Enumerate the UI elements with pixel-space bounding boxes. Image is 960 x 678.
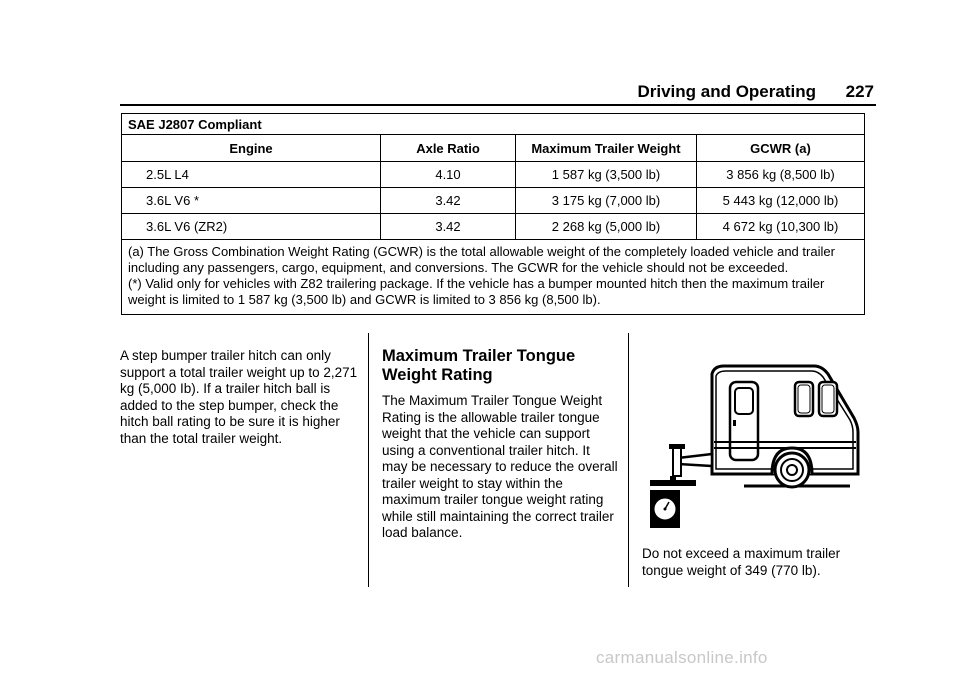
column-header-max-trailer-weight: Maximum Trailer Weight (516, 135, 697, 162)
tongue-weight-section (382, 347, 618, 542)
table-row (122, 188, 865, 214)
table-notes (122, 240, 865, 315)
column-header-axle-ratio: Axle Ratio (381, 135, 516, 162)
cell-engine: 2.5L L4 (122, 162, 381, 188)
section-title: Driving and Operating (637, 82, 816, 101)
cell-axle-ratio: 3.42 (381, 214, 516, 240)
figure-caption: Do not exceed a maximum trailer tongue weight of 349 (770 lb). (642, 546, 841, 578)
step-bumper-paragraph: A step bumper trailer hitch can only support a total trailer weight up to 2,271 kg (5,000 Ib). If a trailer hitch ball is added to the step bumper, check the hitch ball rating to be sure it is higher than the total trailer weight. (120, 348, 358, 446)
table-title: SAE J2807 Compliant (122, 114, 865, 135)
trailer-tongue-scale-illustration (644, 358, 872, 530)
column-divider (628, 333, 629, 587)
table-notes-row (122, 240, 865, 315)
cell-gcwr: 5 443 kg (12,000 lb) (697, 188, 865, 214)
table-row (122, 162, 865, 188)
tongue-weight-paragraph: The Maximum Trailer Tongue Weight Rating is the allowable trailer tongue weight that the vehicle can support using a conventional trailer hitch. It may be necessary to reduce the overall trailer weight to stay within the maximum trailer tongue weight rating while still maintaining the correct trailer load balance. (382, 393, 618, 540)
table-row (122, 214, 865, 240)
table-header-row (122, 135, 865, 162)
cell-axle-ratio: 4.10 (381, 162, 516, 188)
cell-max-trailer-weight: 1 587 kg (3,500 lb) (516, 162, 697, 188)
cell-max-trailer-weight: 3 175 kg (7,000 lb) (516, 188, 697, 214)
cell-max-trailer-weight: 2 268 kg (5,000 lb) (516, 214, 697, 240)
note-gcwr-definition: (a) The Gross Combination Weight Rating (GCWR) is the total allowable weight of the completely loaded vehicle and trailer including any passengers, cargo, equipment, and conversions. The GCWR for the vehicle should not be exceeded. (128, 244, 835, 275)
cell-axle-ratio: 3.42 (381, 188, 516, 214)
watermark: carmanualsonline.info (596, 648, 768, 667)
note-z82-package: (*) Valid only for vehicles with Z82 trailering package. If the vehicle has a bumper mounted hitch then the maximum trailer weight is limited to 1 587 kg (3,500 lb) and GCWR is limited to 3 856 kg (8,500 lb). (128, 276, 825, 307)
page-header (120, 82, 876, 106)
page-number: 227 (845, 82, 874, 101)
cell-gcwr: 3 856 kg (8,500 lb) (697, 162, 865, 188)
trailer-illustration-icon (644, 358, 872, 530)
table-title-row (122, 114, 865, 135)
column-header-engine: Engine (122, 135, 381, 162)
section-heading: Maximum Trailer Tongue Weight Rating (382, 347, 576, 384)
cell-engine: 3.6L V6 * (122, 188, 381, 214)
cell-gcwr: 4 672 kg (10,300 lb) (697, 214, 865, 240)
column-divider (368, 333, 369, 587)
column-header-gcwr: GCWR (a) (697, 135, 865, 162)
towing-spec-table (121, 113, 865, 315)
cell-engine: 3.6L V6 (ZR2) (122, 214, 381, 240)
